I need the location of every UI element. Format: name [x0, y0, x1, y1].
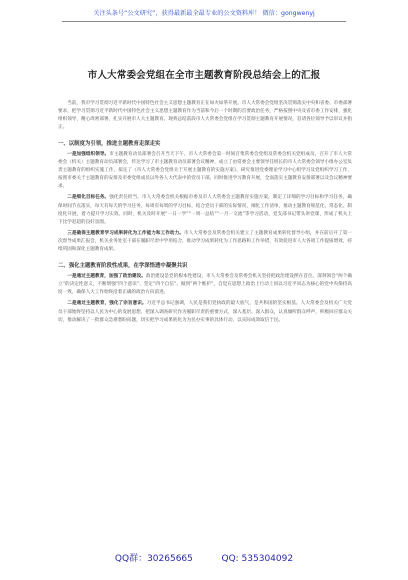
- body-paragraph: [58, 151, 352, 191]
- body-paragraph: [58, 230, 352, 254]
- paragraph-spacer: [58, 132, 352, 136]
- banner-text: 关注头条号“公文研究”，获得最新最全最专业的公文资料库！ 微信：gongwenyj: [93, 10, 315, 17]
- paragraph-lead: 一是通过主题教育，加强了政治建设。: [67, 273, 146, 279]
- paragraph-text: 当前，我市学习贯彻习近平新时代中国特色社会主义思想主题教育正在如火如荼开展。市人大常委会党组坚决贯彻落实中央和省委、市委部署要求，把学习贯彻习近平新时代中国特色社会主义思想主题教育作为当前和今后一个时期的首要政治任务，严格按照中央及省市委工作安排，强化组织领导，精心周密部署，扎实开展市人大主题教育。现将总结前段市人大常委会党组在学习贯彻主题教育开展情况，恳请各位领导予以审议并指正。: [58, 101, 353, 131]
- paragraph-text: 市主题教育动员部署会召开当天下午，市人大常委会第一时间召集常委会党组及常委会机关党组成员，召开了市人大常委会（机关）主题教育动员部署会，传达学习了市主题教育动员部署会议精神，成立了由常委会主要领导任组长的市人大常委会领导小组办公室负责主题教育的组织实施工作，拟定了《市人大常委会党组关于开展主题教育的实施方案》，研究推进党委理论学习中心组学习及党组织学习工作，按照市委关于主题教育的安排及市委党组成员以外各人大代表中的党员干部，同时推进学习教育开展，全面落实主题教育安排部署以及会议精神要求。: [58, 151, 353, 189]
- paragraph-lead: 二是通过主题教育，强化了宗旨意识。: [67, 301, 147, 307]
- section-heading: 二、强化主题教育阶段性成果，在学深悟透中凝聚共识: [58, 262, 188, 269]
- promo-banner: [0, 10, 408, 18]
- paragraph-text: 政治建设是党的根本性建设，市人大常委会及常委会机关坚持把政治建设摆在首位，深刻领会“两个确立”的决定性意义，不断增强“四个意识”、坚定“四个自信”、做到“两个维护”，自觉在思想上政治上行动上同以习近平同志为核心的党中央保持高度一致，确保人大工作始终沿着正确的政治方向前进。: [58, 273, 352, 295]
- paragraph-text: 市人大常委会及常委会机关建立了主题教育成果转化督导小组，并在前后开了第一次督导成果汇报会，机关业务处室干部在履职尽责中学用结合，推动学习成果转化为工作思路和工作举措，有效促进市人大各项工作提质增效，持续巩固和深化主题教育成果。: [58, 231, 353, 253]
- paragraph-text: 强化责任担当，市人大常委会机关根据市委及市人大常委会主题教育实施方案，制定了详细的学习目标和学习任务，确保时间节点落实，每天有每天的学习任务，每周有每周的学习目标，结合党员干部的实际情况，细化工作清单，推动主题教育规范化、常态化、制度化开展，着力提升学习实效。同时，机关及时开展“一日一学”“一周一总结”“一月一交流”等学习活动，党支部书记带头讲党课，形成了机关上下比学赶超的良好氛围。: [58, 195, 353, 225]
- body-paragraph: [58, 300, 352, 324]
- body-paragraph: [58, 273, 352, 297]
- document-body: [58, 100, 352, 328]
- body-paragraph: [58, 100, 352, 132]
- paragraph-lead: 一是加强组织领导。: [67, 151, 110, 157]
- paragraph-spacer: [58, 325, 352, 329]
- document-title: 市人大常委会党组在全市主题教育阶段总结会上的汇报: [87, 70, 321, 81]
- section-heading: 一、以制度为引领，推进主题教育走深走实: [58, 140, 161, 147]
- banner-divider: [62, 21, 346, 22]
- paragraph-lead: 三是确保主题教育学习成果转化为工作能力和工作动力。: [67, 231, 184, 237]
- paragraph-lead: 二是细化目标任务。: [67, 195, 110, 201]
- body-paragraph: [58, 194, 352, 226]
- paragraph-text: 习近平总书记强调，人民是我们党执政的最大底气，是共和国的坚实根基。人大常委会及机关广大党员干部始终坚持以人民为中心的发展思想，把深入调查研究作为履职尽责的重要方式，深入基层、深入群众，认真倾听群众呼声，积极回应群众关切，推动解决了一批群众急难愁盼问题，切实把学习成果转化为为民办实事的具体行动，以实际成效取信于民。: [58, 301, 353, 323]
- paragraph-spacer: [58, 254, 352, 258]
- contact-footer: QQ群：30265665 QQ: 535304092: [114, 554, 294, 564]
